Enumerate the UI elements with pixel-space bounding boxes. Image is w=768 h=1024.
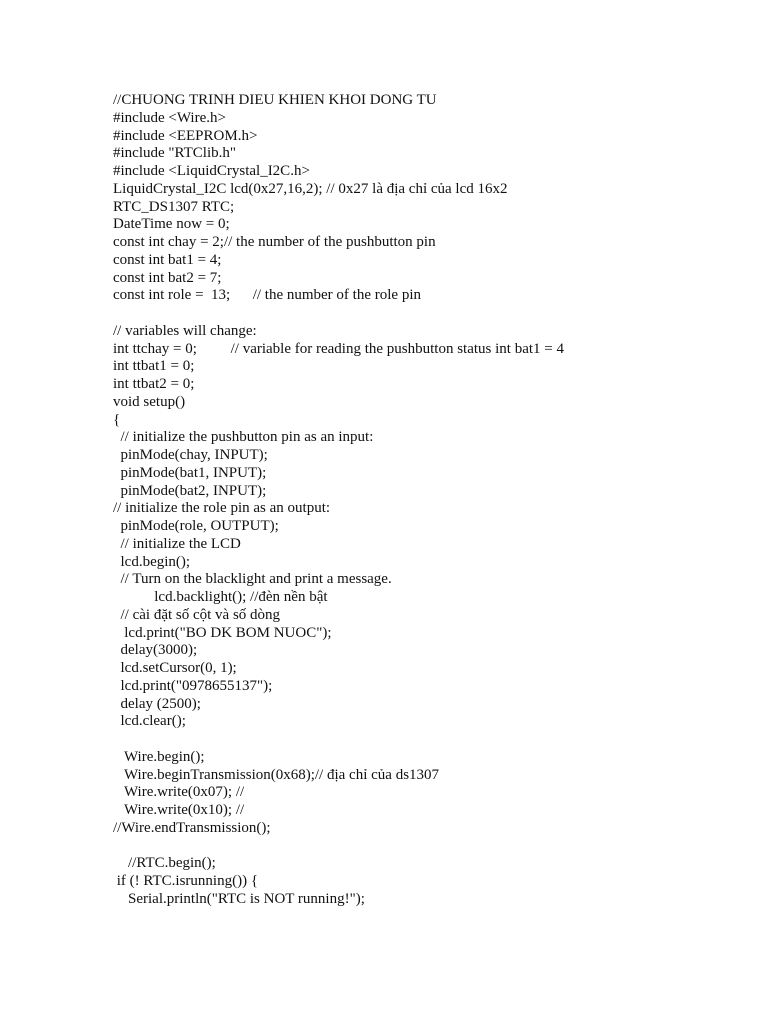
code-line: lcd.print("0978655137"); [113, 677, 273, 694]
code-line: // initialize the role pin as an output: [113, 500, 331, 517]
code-line: const int bat1 = 4; [113, 251, 222, 268]
code-line: //CHUONG TRINH DIEU KHIEN KHOI DONG TU [113, 92, 437, 108]
code-line: // initialize the pushbutton pin as an input: [113, 429, 374, 446]
code-line: //Wire.endTransmission(); [113, 819, 271, 836]
code-line: if (! RTC.isrunning()) { [113, 873, 259, 889]
code-line: // variables will change: [113, 322, 257, 339]
code-line: #include <LiquidCrystal_I2C.h> [113, 163, 310, 179]
code-line: #include <EEPROM.h> [113, 127, 258, 144]
code-line: pinMode(chay, INPUT); [113, 447, 268, 463]
code-line: Wire.begin(); [113, 748, 205, 765]
code-line: delay (2500); [113, 695, 201, 712]
code-line: DateTime now = 0; [113, 216, 230, 233]
code-line: delay(3000); [113, 642, 198, 659]
code-line: Serial.println("RTC is NOT running!"); [113, 890, 365, 907]
code-listing [113, 92, 753, 909]
code-line: //RTC.begin(); [113, 855, 216, 872]
code-line: { [113, 411, 121, 428]
code-line: Wire.beginTransmission(0x68);// địa chỉ của ds1307 [113, 766, 440, 783]
code-line: Wire.write(0x10); // [113, 802, 245, 818]
code-line: pinMode(bat1, INPUT); [113, 464, 267, 481]
code-line: pinMode(role, OUTPUT); [113, 518, 279, 534]
code-line: RTC_DS1307 RTC; [113, 198, 235, 215]
code-line: lcd.setCursor(0, 1); [113, 660, 237, 676]
code-line: pinMode(bat2, INPUT); [113, 482, 267, 499]
code-line: // Turn on the blacklight and print a message. [113, 571, 392, 588]
code-line: const int bat2 = 7; [113, 269, 222, 286]
code-line: int ttbat1 = 0; [113, 358, 195, 375]
code-line: const int chay = 2;// the number of the pushbutton pin [113, 234, 436, 250]
blank-line [113, 305, 753, 323]
code-line: lcd.begin(); [113, 553, 191, 570]
code-line: lcd.clear(); [113, 713, 186, 730]
code-line: lcd.backlight(); //đèn nền bật [113, 589, 328, 605]
code-line: // cài đặt số cột và số dòng [113, 606, 281, 623]
code-line: #include <Wire.h> [113, 109, 226, 126]
code-line: // initialize the LCD [113, 535, 241, 552]
blank-line [113, 731, 753, 749]
code-line: Wire.write(0x07); // [113, 784, 245, 801]
code-line: const int role = 13; // the number of the role pin [113, 287, 421, 304]
code-line: int ttbat2 = 0; [113, 376, 195, 392]
code-line: LiquidCrystal_I2C lcd(0x27,16,2); // 0x27 là địa chỉ của lcd 16x2 [113, 180, 508, 197]
code-line: lcd.print("BO DK BOM NUOC"); [113, 624, 332, 641]
code-line: int ttchay = 0; // variable for reading the pushbutton status int bat1 = 4 [113, 340, 565, 357]
code-line: void setup() [113, 393, 186, 410]
blank-line [113, 838, 753, 856]
code-line: #include "RTClib.h" [113, 145, 237, 162]
